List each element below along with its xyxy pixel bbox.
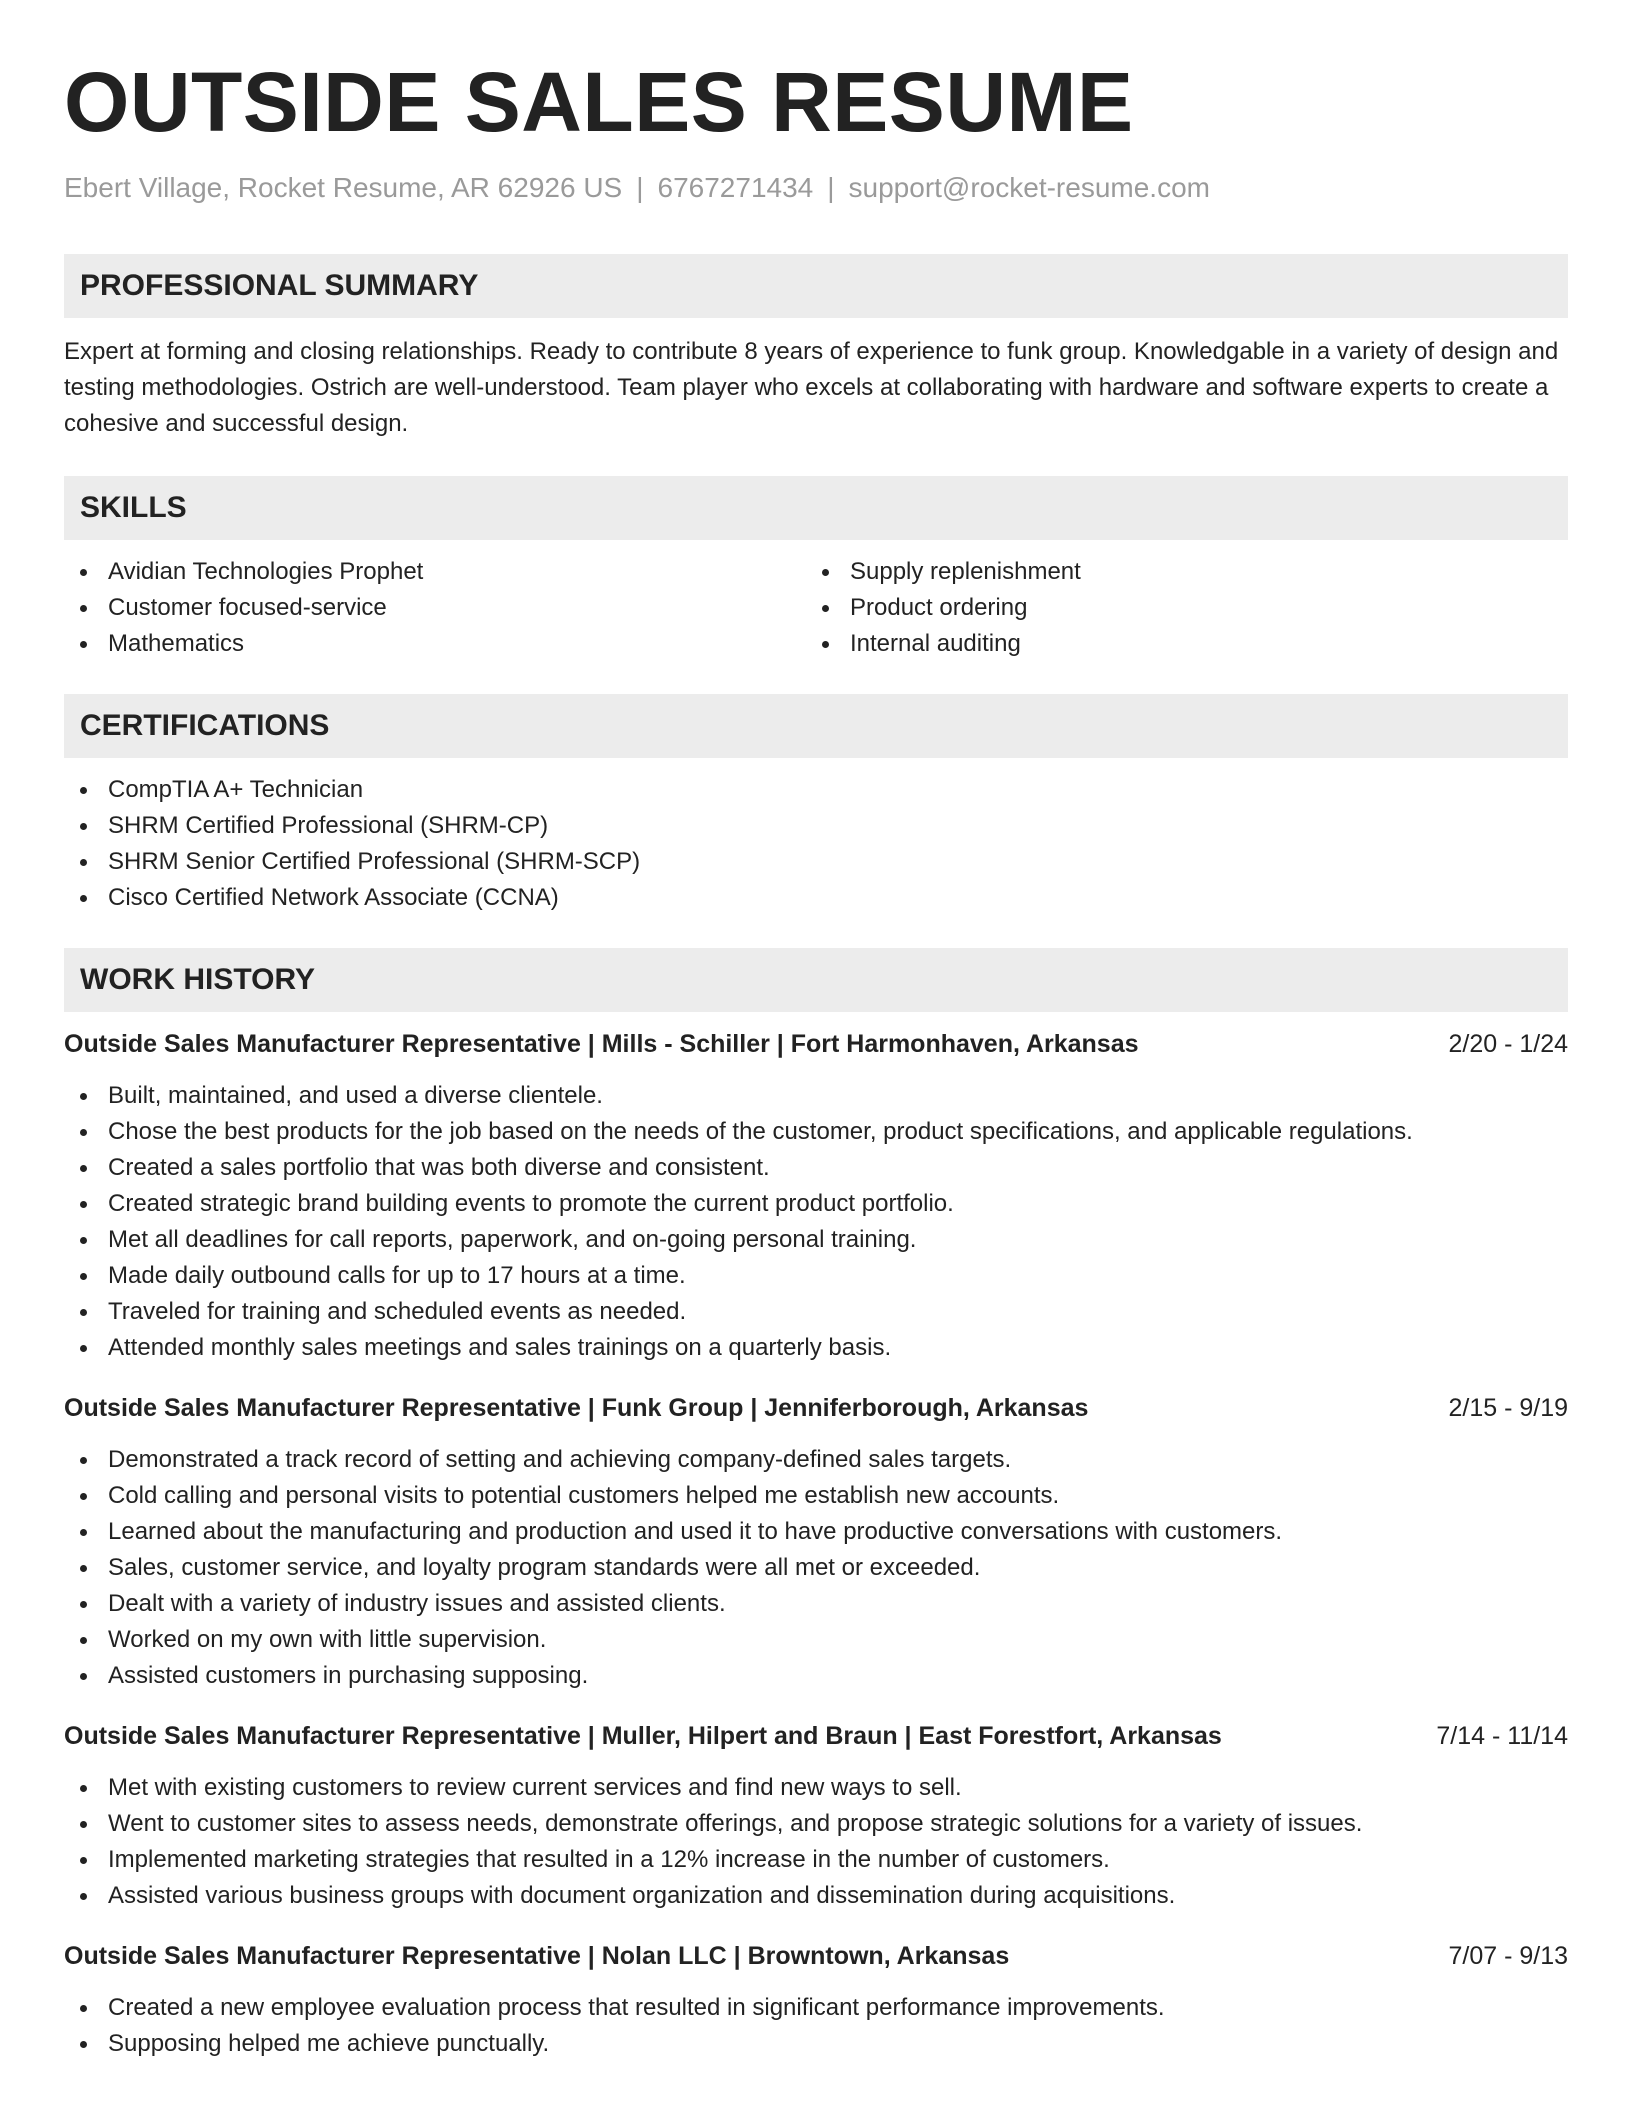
job-bullet: Implemented marketing strategies that resulted in a 12% increase in the number of customers. bbox=[64, 1842, 1568, 1878]
certification-item: SHRM Certified Professional (SHRM-CP) bbox=[64, 808, 1568, 844]
job-entry bbox=[64, 1938, 1568, 2062]
skill-item: Internal auditing bbox=[806, 626, 1548, 662]
skill-item: Avidian Technologies Prophet bbox=[64, 554, 806, 590]
summary-text: Expert at forming and closing relationships. Ready to contribute 8 years of experience to funk group. Knowledgable in a variety of design and testing methodologies. Ostrich are well-understood. Team player who excels at collaborating with hardware and software experts to create a cohesive and successful design. bbox=[64, 338, 1559, 437]
job-bullet: Traveled for training and scheduled events as needed. bbox=[64, 1294, 1568, 1330]
contact-separator: | bbox=[827, 172, 835, 203]
certification-item: Cisco Certified Network Associate (CCNA) bbox=[64, 880, 1568, 916]
contact-email: support@rocket-resume.com bbox=[848, 172, 1210, 203]
job-bullets bbox=[64, 1770, 1568, 1914]
job-header bbox=[64, 1390, 1568, 1426]
certification-item: SHRM Senior Certified Professional (SHRM-SCP) bbox=[64, 844, 1568, 880]
job-bullets bbox=[64, 1990, 1568, 2062]
job-bullet: Learned about the manufacturing and production and used it to have productive conversations with customers. bbox=[64, 1514, 1568, 1550]
skill-item: Customer focused-service bbox=[64, 590, 806, 626]
job-bullet: Sales, customer service, and loyalty program standards were all met or exceeded. bbox=[64, 1550, 1568, 1586]
section-heading-summary: PROFESSIONAL SUMMARY bbox=[64, 254, 1568, 318]
job-bullet: Created a sales portfolio that was both diverse and consistent. bbox=[64, 1150, 1568, 1186]
job-dates: 2/15 - 9/19 bbox=[1448, 1394, 1568, 1422]
job-bullet: Met with existing customers to review current services and find new ways to sell. bbox=[64, 1770, 1568, 1806]
contact-phone: 6767271434 bbox=[657, 172, 814, 203]
job-bullet: Assisted various business groups with document organization and dissemination during acquisitions. bbox=[64, 1878, 1568, 1914]
certifications-list bbox=[64, 772, 1568, 916]
job-bullet: Supposing helped me achieve punctually. bbox=[64, 2026, 1568, 2062]
job-bullets bbox=[64, 1078, 1568, 1366]
job-bullet: Assisted customers in purchasing supposing. bbox=[64, 1658, 1568, 1694]
job-dates: 7/14 - 11/14 bbox=[1436, 1722, 1568, 1750]
skills-column-right bbox=[806, 554, 1548, 662]
job-bullet: Met all deadlines for call reports, paperwork, and on-going personal training. bbox=[64, 1222, 1568, 1258]
job-header bbox=[64, 1938, 1568, 1974]
skill-item: Supply replenishment bbox=[806, 554, 1548, 590]
job-bullet: Went to customer sites to assess needs, demonstrate offerings, and propose strategic solutions for a variety of issues. bbox=[64, 1806, 1568, 1842]
job-header bbox=[64, 1026, 1568, 1062]
job-dates: 2/20 - 1/24 bbox=[1448, 1030, 1568, 1058]
skills-column-left bbox=[64, 554, 806, 662]
contact-separator: | bbox=[636, 172, 644, 203]
contact-line bbox=[64, 170, 1568, 206]
job-dates: 7/07 - 9/13 bbox=[1448, 1942, 1568, 1970]
skills-list bbox=[64, 554, 1568, 662]
job-bullet: Made daily outbound calls for up to 17 hours at a time. bbox=[64, 1258, 1568, 1294]
section-heading-certifications: CERTIFICATIONS bbox=[64, 694, 1568, 758]
job-entry bbox=[64, 1718, 1568, 1914]
job-bullet: Created a new employee evaluation process that resulted in significant performance improvements. bbox=[64, 1990, 1568, 2026]
job-bullet: Attended monthly sales meetings and sales trainings on a quarterly basis. bbox=[64, 1330, 1568, 1366]
section-heading-work-history: WORK HISTORY bbox=[64, 948, 1568, 1012]
job-title: Outside Sales Manufacturer Representative | Mills - Schiller | Fort Harmonhaven, Arkansas bbox=[64, 1030, 1139, 1058]
job-bullet: Worked on my own with little supervision. bbox=[64, 1622, 1568, 1658]
job-header bbox=[64, 1718, 1568, 1754]
job-bullet: Built, maintained, and used a diverse clientele. bbox=[64, 1078, 1568, 1114]
job-bullet: Created strategic brand building events to promote the current product portfolio. bbox=[64, 1186, 1568, 1222]
resume-title: OUTSIDE SALES RESUME bbox=[64, 55, 1134, 149]
job-title: Outside Sales Manufacturer Representative | Muller, Hilpert and Braun | East Forestfort, Arkansas bbox=[64, 1722, 1222, 1750]
skill-item: Mathematics bbox=[64, 626, 806, 662]
job-bullets bbox=[64, 1442, 1568, 1694]
job-bullet: Demonstrated a track record of setting and achieving company-defined sales targets. bbox=[64, 1442, 1568, 1478]
job-bullet: Chose the best products for the job based on the needs of the customer, product specifications, and applicable regulations. bbox=[64, 1114, 1568, 1150]
certification-item: CompTIA A+ Technician bbox=[64, 772, 1568, 808]
job-title: Outside Sales Manufacturer Representative | Funk Group | Jenniferborough, Arkansas bbox=[64, 1394, 1089, 1422]
skill-item: Product ordering bbox=[806, 590, 1548, 626]
contact-address: Ebert Village, Rocket Resume, AR 62926 US bbox=[64, 172, 623, 203]
section-heading-skills: SKILLS bbox=[64, 476, 1568, 540]
job-bullet: Dealt with a variety of industry issues and assisted clients. bbox=[64, 1586, 1568, 1622]
job-entry bbox=[64, 1026, 1568, 1366]
job-bullet: Cold calling and personal visits to potential customers helped me establish new accounts. bbox=[64, 1478, 1568, 1514]
job-entry bbox=[64, 1390, 1568, 1694]
job-title: Outside Sales Manufacturer Representative | Nolan LLC | Browntown, Arkansas bbox=[64, 1942, 1010, 1970]
